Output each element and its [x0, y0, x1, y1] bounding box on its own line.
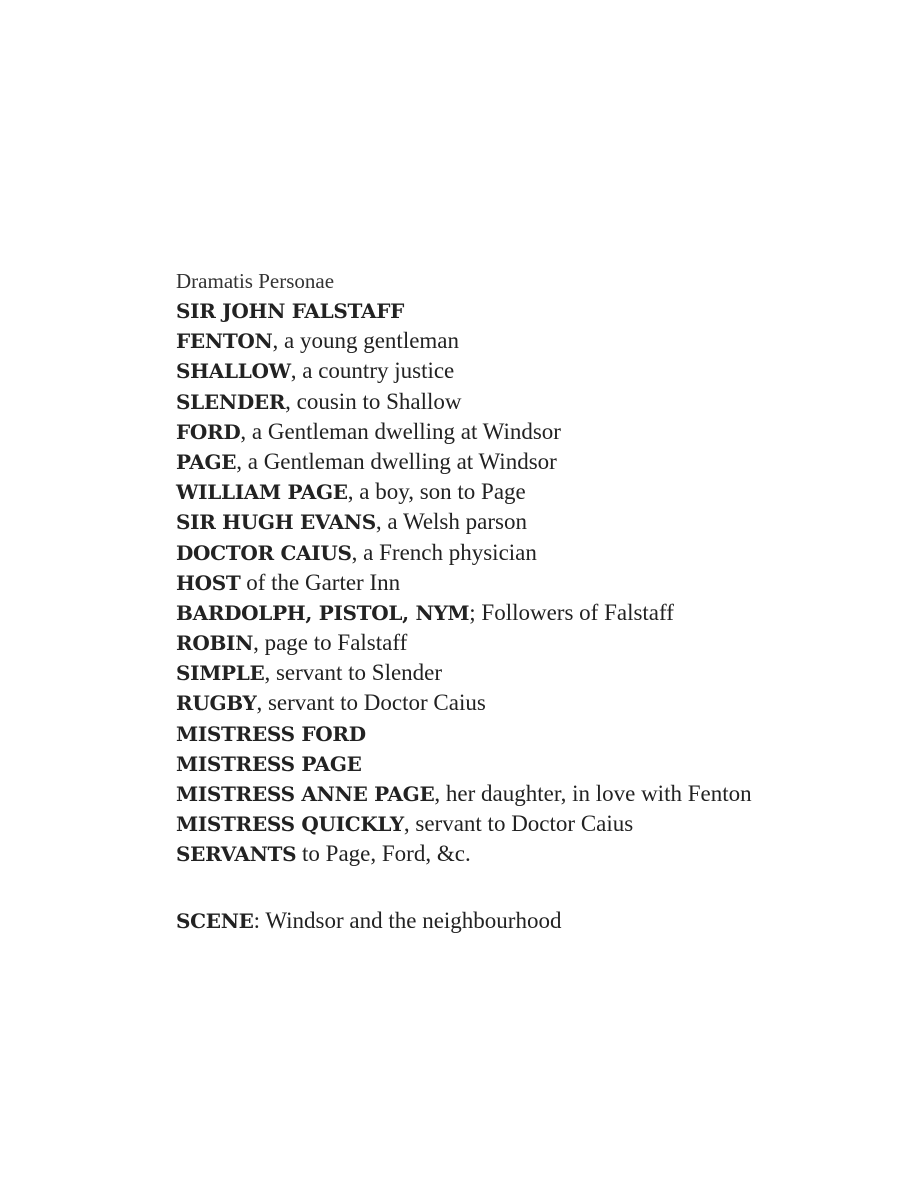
- cast-item: [176, 568, 876, 598]
- character-name: BARDOLPH, PISTOL, NYM: [176, 600, 470, 625]
- cast-item: [176, 387, 876, 417]
- character-description: , servant to Doctor Caius: [403, 811, 634, 837]
- character-name: MISTRESS ANNE PAGE: [176, 782, 435, 806]
- character-name: PAGE: [176, 449, 237, 474]
- character-description: , her daughter, in love with Fenton: [434, 781, 752, 806]
- cast-item: [176, 477, 876, 507]
- character-description: , a Welsh parson: [375, 509, 527, 535]
- character-description: , a country justice: [290, 358, 455, 384]
- character-name: SERVANTS: [176, 842, 297, 867]
- character-description: of the Garter Inn: [240, 569, 401, 595]
- character-name: MISTRESS QUICKLY: [176, 812, 404, 837]
- character-description: ; Followers of Falstaff: [469, 599, 674, 625]
- character-name: DOCTOR CAIUS: [176, 540, 352, 565]
- cast-item: [176, 719, 876, 749]
- character-name: SHALLOW: [176, 359, 291, 384]
- cast-item: [176, 658, 876, 688]
- cast-item: [176, 538, 876, 568]
- cast-item: [176, 296, 876, 326]
- character-name: SLENDER: [176, 389, 286, 414]
- cast-item: [176, 598, 876, 628]
- character-name: RUGBY: [176, 691, 257, 716]
- cast-item: [176, 447, 876, 477]
- scene-line: [176, 906, 876, 936]
- character-name: SIR JOHN FALSTAFF: [176, 299, 405, 323]
- dramatis-personae-section: [176, 266, 876, 936]
- character-description: , page to Falstaff: [253, 630, 408, 656]
- scene-description: : Windsor and the neighbourhood: [253, 907, 562, 933]
- character-name: SIR HUGH EVANS: [176, 510, 376, 535]
- character-name: WILLIAM PAGE: [176, 480, 348, 505]
- cast-item: [176, 507, 876, 537]
- character-description: , servant to Doctor Caius: [256, 690, 486, 716]
- cast-item: [176, 809, 876, 839]
- character-description: , cousin to Shallow: [285, 388, 462, 414]
- section-heading: Dramatis Personae: [176, 269, 335, 293]
- cast-item: [176, 779, 876, 809]
- character-name: MISTRESS FORD: [176, 721, 366, 746]
- cast-item: [176, 417, 876, 447]
- character-name: FENTON: [176, 329, 273, 354]
- character-name: FORD: [176, 419, 241, 444]
- cast-item: [176, 356, 876, 386]
- character-name: MISTRESS PAGE: [176, 751, 362, 776]
- character-name: ROBIN: [176, 631, 254, 656]
- character-name: SIMPLE: [176, 661, 265, 686]
- cast-list: [176, 296, 876, 870]
- cast-item: [176, 326, 876, 356]
- character-description: , a French physician: [351, 539, 537, 565]
- character-description: , a boy, son to Page: [347, 479, 526, 505]
- character-name: HOST: [176, 570, 241, 595]
- character-description: , servant to Slender: [264, 660, 443, 686]
- character-description: , a young gentleman: [272, 328, 460, 354]
- character-description: to Page, Ford, &c.: [296, 841, 471, 867]
- cast-item: [176, 628, 876, 658]
- cast-item: [176, 749, 876, 779]
- cast-item: [176, 839, 876, 869]
- cast-item: [176, 688, 876, 718]
- character-description: , a Gentleman dwelling at Windsor: [240, 418, 561, 444]
- character-description: , a Gentleman dwelling at Windsor: [236, 448, 557, 474]
- scene-label: SCENE: [176, 908, 254, 933]
